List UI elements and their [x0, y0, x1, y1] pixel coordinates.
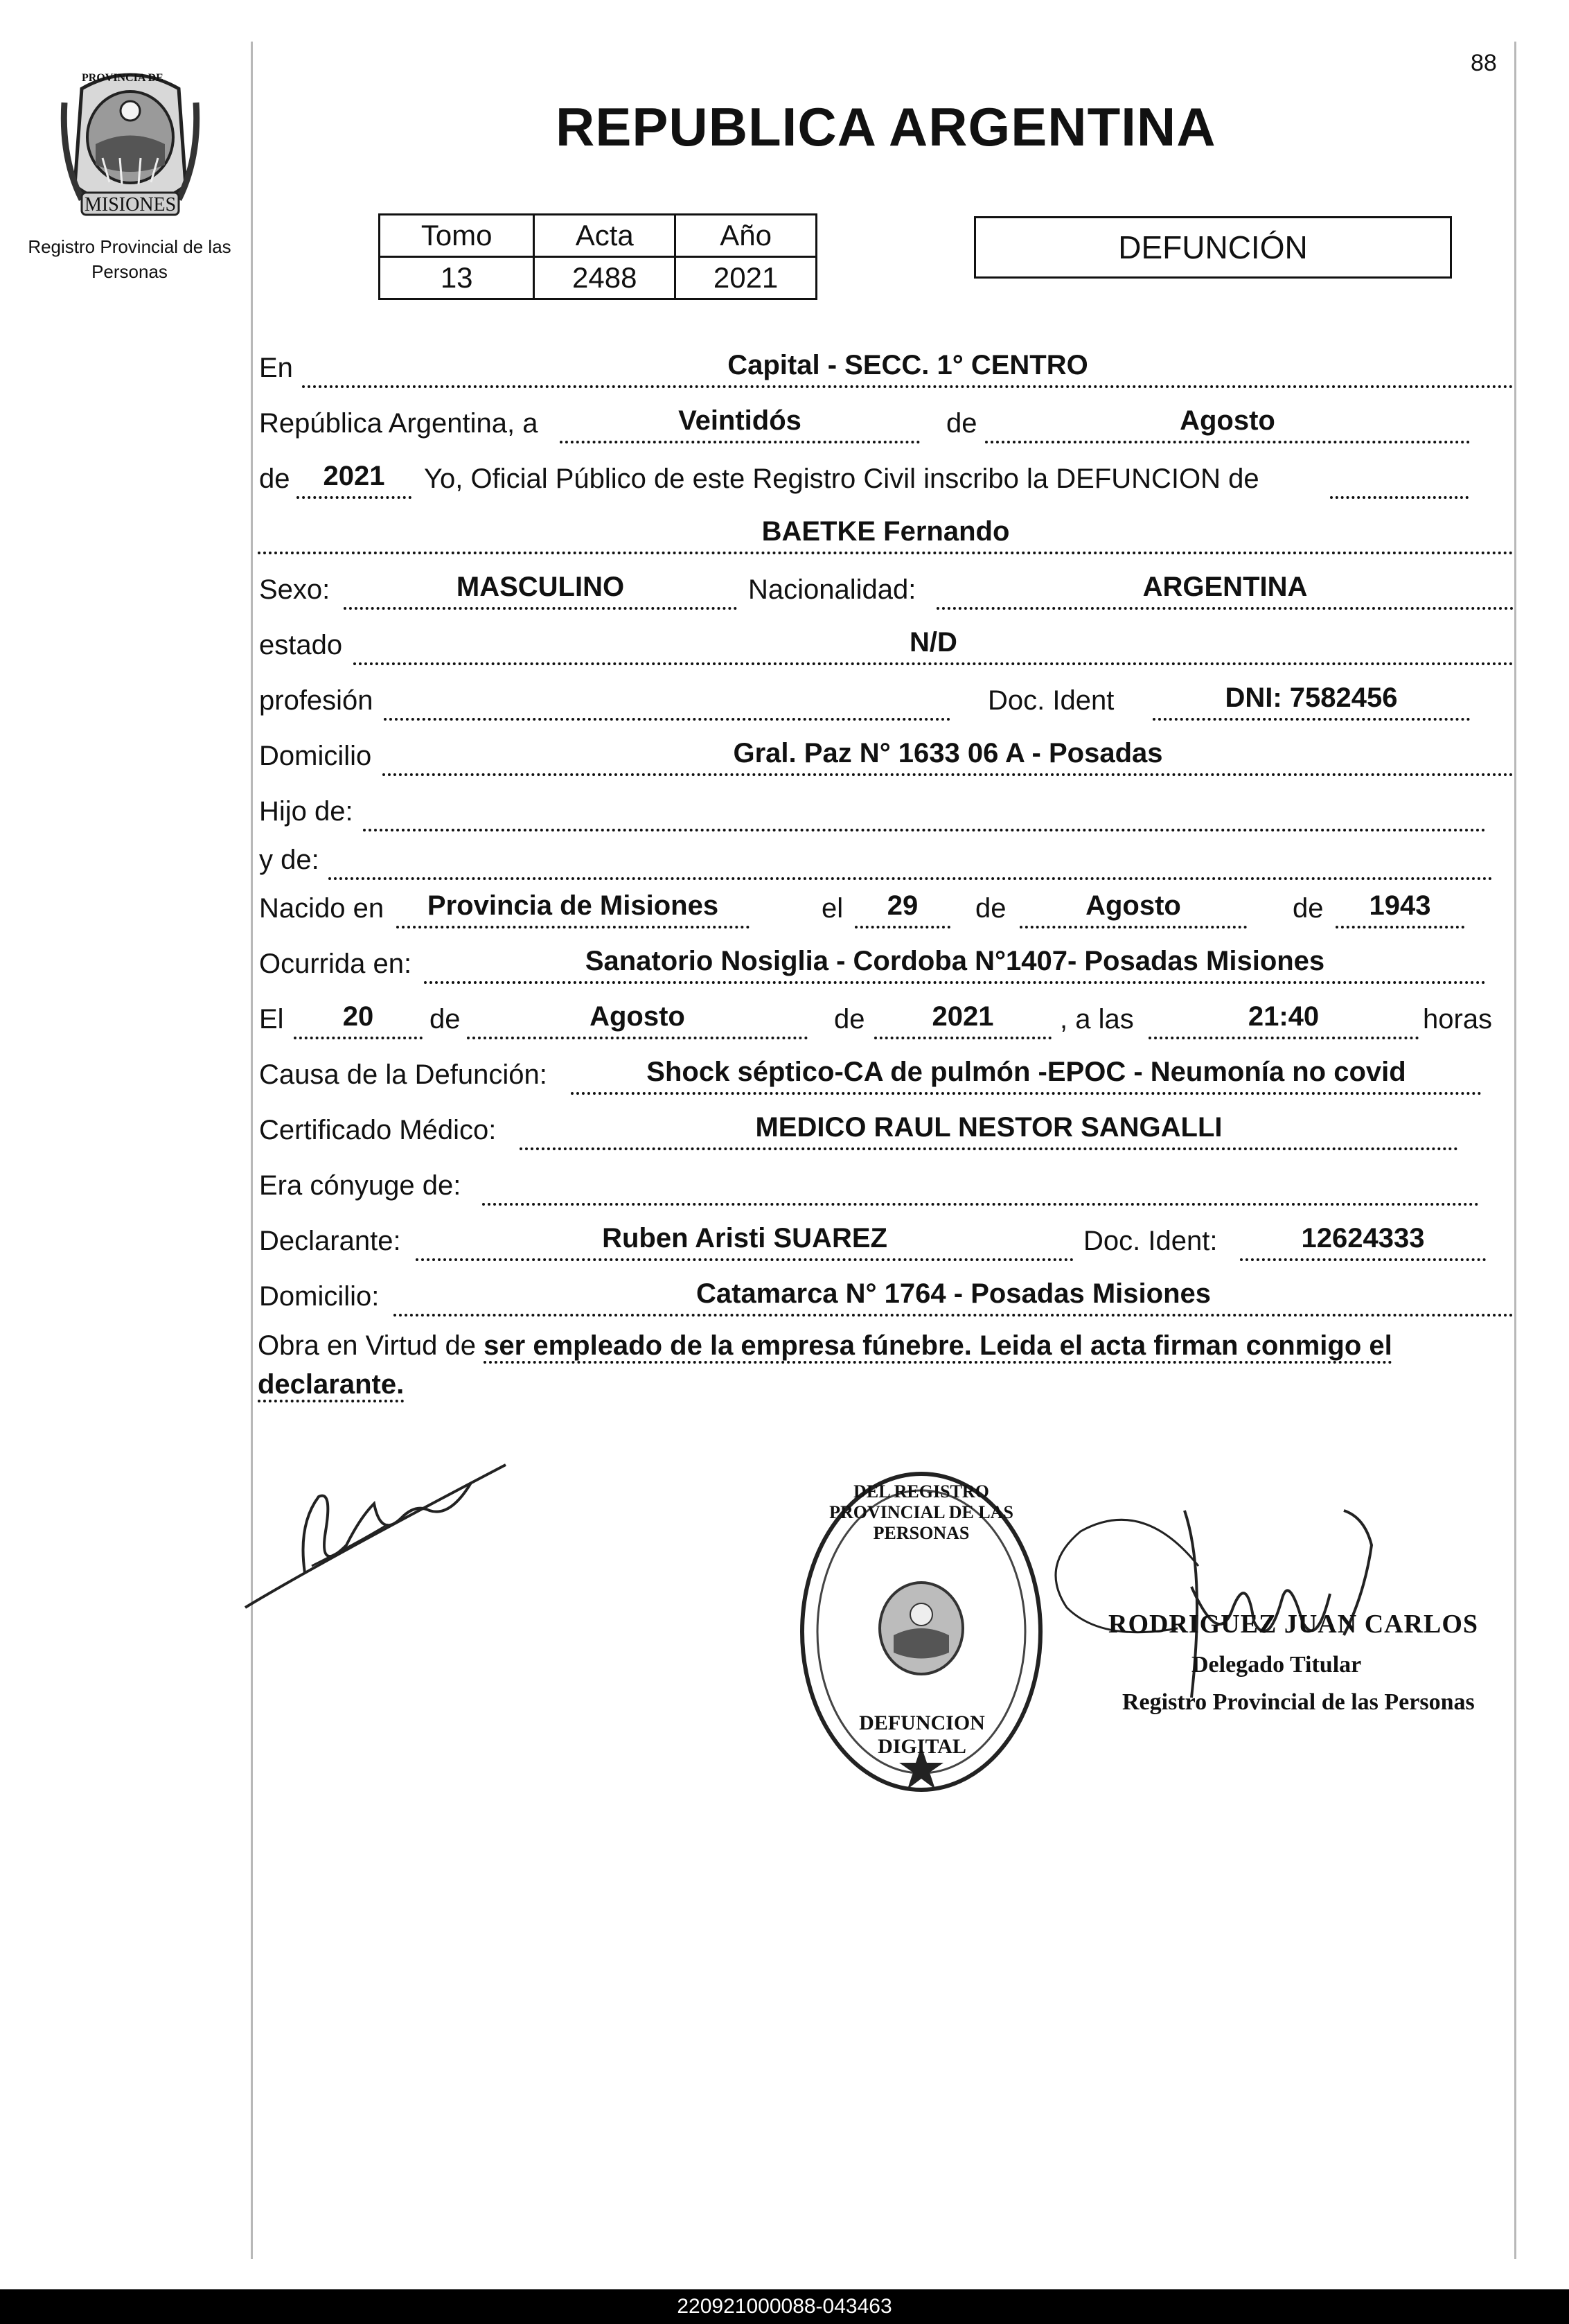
header-cell: Tomo [380, 215, 534, 257]
doc-ident-field: DNI: 7582456 [1153, 683, 1470, 721]
sexo-field: MASCULINO [344, 572, 737, 610]
declarant-signature [242, 1441, 520, 1621]
conyuge-label: Era cónyuge de: [259, 1170, 461, 1201]
document-id-footer: 220921000088-043463 [0, 2289, 1569, 2324]
death-time-field: 21:40 [1149, 1002, 1419, 1039]
row-profesion-doc [258, 676, 1514, 722]
de-label: de [975, 893, 1007, 924]
row-domicilio [258, 732, 1514, 777]
declarante-field: Ruben Aristi SUAREZ [416, 1224, 1074, 1261]
y-de-field [328, 843, 1493, 880]
conyuge-field [482, 1168, 1479, 1206]
en-field: Capital - SECC. 1° CENTRO [302, 351, 1514, 388]
doc-ident-label: Doc. Ident: [1083, 1226, 1218, 1256]
hijo-field [363, 794, 1486, 831]
birth-day-field: 29 [855, 891, 950, 928]
republica-label: República Argentina, a [259, 408, 538, 439]
reference-table-values [380, 257, 817, 299]
reference-table-header [380, 215, 817, 257]
ocurrida-field: Sanatorio Nosiglia - Cordoba N°1407- Posadas Misiones [424, 947, 1486, 984]
de-label: de [259, 464, 290, 494]
el-label: El [259, 1004, 284, 1035]
row-sexo-nacionalidad [258, 565, 1514, 611]
profesion-field [384, 683, 950, 721]
sexo-label: Sexo: [259, 574, 330, 605]
stamp-inner-text: DEFUNCION DIGITAL [859, 1711, 985, 1758]
profesion-label: profesión [259, 685, 373, 716]
page-number: 88 [1471, 50, 1497, 76]
row-certificado [258, 1106, 1514, 1152]
statement-fill [1330, 461, 1469, 499]
official-name: RODRIGUEZ JUAN CARLOS [1108, 1610, 1479, 1639]
domicilio-label: Domicilio [259, 741, 372, 771]
obra-paragraph [258, 1326, 1512, 1404]
row-en [258, 344, 1514, 389]
row-conyuge [258, 1161, 1514, 1207]
en-label: En [259, 353, 293, 383]
name-field: BAETKE Fernando [258, 517, 1514, 554]
row-fecha-inscripcion [258, 399, 1514, 445]
el-label: el [822, 893, 844, 924]
de-label: de [834, 1004, 865, 1035]
de-label: de [946, 408, 977, 439]
row-hijo [258, 787, 1514, 833]
row-y-de [258, 836, 1514, 881]
stamp-ring-text: DEL REGISTRO PROVINCIAL DE LAS PERSONAS [829, 1481, 1013, 1543]
causa-field: Shock séptico-CA de pulmón -EPOC - Neumonía no covid [571, 1057, 1482, 1095]
row-causa [258, 1050, 1514, 1096]
estado-label: estado [259, 630, 343, 660]
domicilio-field: Gral. Paz N° 1633 06 A - Posadas [382, 739, 1514, 776]
declarante-label: Declarante: [259, 1226, 401, 1256]
horas-label: horas [1423, 1004, 1493, 1035]
official-org: Registro Provincial de las Personas [1122, 1689, 1475, 1715]
de-label: de [429, 1004, 461, 1035]
page-title: REPUBLICA ARGENTINA [556, 96, 1216, 157]
emblem-text-bottom: MISIONES [85, 194, 177, 215]
header-cell: Año [675, 215, 817, 257]
de-label: de [1293, 893, 1324, 924]
header-cell: Acta [534, 215, 675, 257]
certificado-field: MEDICO RAUL NESTOR SANGALLI [520, 1113, 1458, 1150]
reference-table [378, 213, 817, 300]
declarante-doc-field: 12624333 [1240, 1224, 1486, 1261]
statement-text: Yo, Oficial Público de este Registro Civil inscribo la DEFUNCION de [424, 464, 1259, 494]
row-ocurrida [258, 940, 1514, 985]
org-name: Registro Provincial de las Personas [28, 236, 231, 282]
nacido-field: Provincia de Misiones [396, 891, 750, 928]
row-estado [258, 621, 1514, 667]
obra-value: ser empleado de la empresa fúnebre. Leida el acta firman conmigo el declarante. [258, 1330, 1392, 1402]
domicilio-label: Domicilio: [259, 1281, 380, 1312]
estado-field: N/D [353, 628, 1514, 665]
death-month-field: Agosto [467, 1002, 808, 1039]
birth-month-field: Agosto [1020, 891, 1247, 928]
obra-label: Obra en Virtud de [258, 1330, 477, 1361]
ocurrida-label: Ocurrida en: [259, 949, 412, 979]
record-type-box: DEFUNCIÓN [974, 216, 1452, 279]
row-anio-declaracion [258, 455, 1514, 500]
right-margin-rule [1514, 42, 1516, 2259]
death-day-field: 20 [294, 1002, 423, 1039]
row-domicilio-declarante [258, 1272, 1514, 1318]
death-year-field: 2021 [874, 1002, 1052, 1039]
hijo-label: Hijo de: [259, 796, 353, 827]
nacionalidad-label: Nacionalidad: [748, 574, 916, 605]
emblem-text-top: PROVINCIA DE [82, 72, 163, 84]
day-field: Veintidós [560, 406, 920, 443]
nacionalidad-field: ARGENTINA [937, 572, 1514, 610]
row-nacimiento [258, 884, 1514, 930]
month-field: Agosto [985, 406, 1470, 443]
row-fecha-defuncion [258, 995, 1514, 1041]
y-de-label: y de: [259, 845, 319, 875]
domicilio-declarante-field: Catamarca N° 1764 - Posadas Misiones [393, 1279, 1514, 1317]
year-field: 2021 [296, 461, 411, 499]
row-declarante [258, 1217, 1514, 1262]
value-cell: 2488 [534, 257, 675, 299]
causa-label: Causa de la Defunción: [259, 1059, 547, 1090]
official-title: Delegado Titular [1191, 1652, 1362, 1678]
left-margin-rule [251, 42, 253, 2259]
certificado-label: Certificado Médico: [259, 1115, 497, 1145]
value-cell: 13 [380, 257, 534, 299]
row-nombre [258, 510, 1514, 556]
doc-ident-label: Doc. Ident [988, 685, 1115, 716]
a-las-label: , a las [1060, 1004, 1134, 1035]
value-cell: 2021 [675, 257, 817, 299]
birth-year-field: 1943 [1336, 891, 1464, 928]
nacido-label: Nacido en [259, 893, 384, 924]
